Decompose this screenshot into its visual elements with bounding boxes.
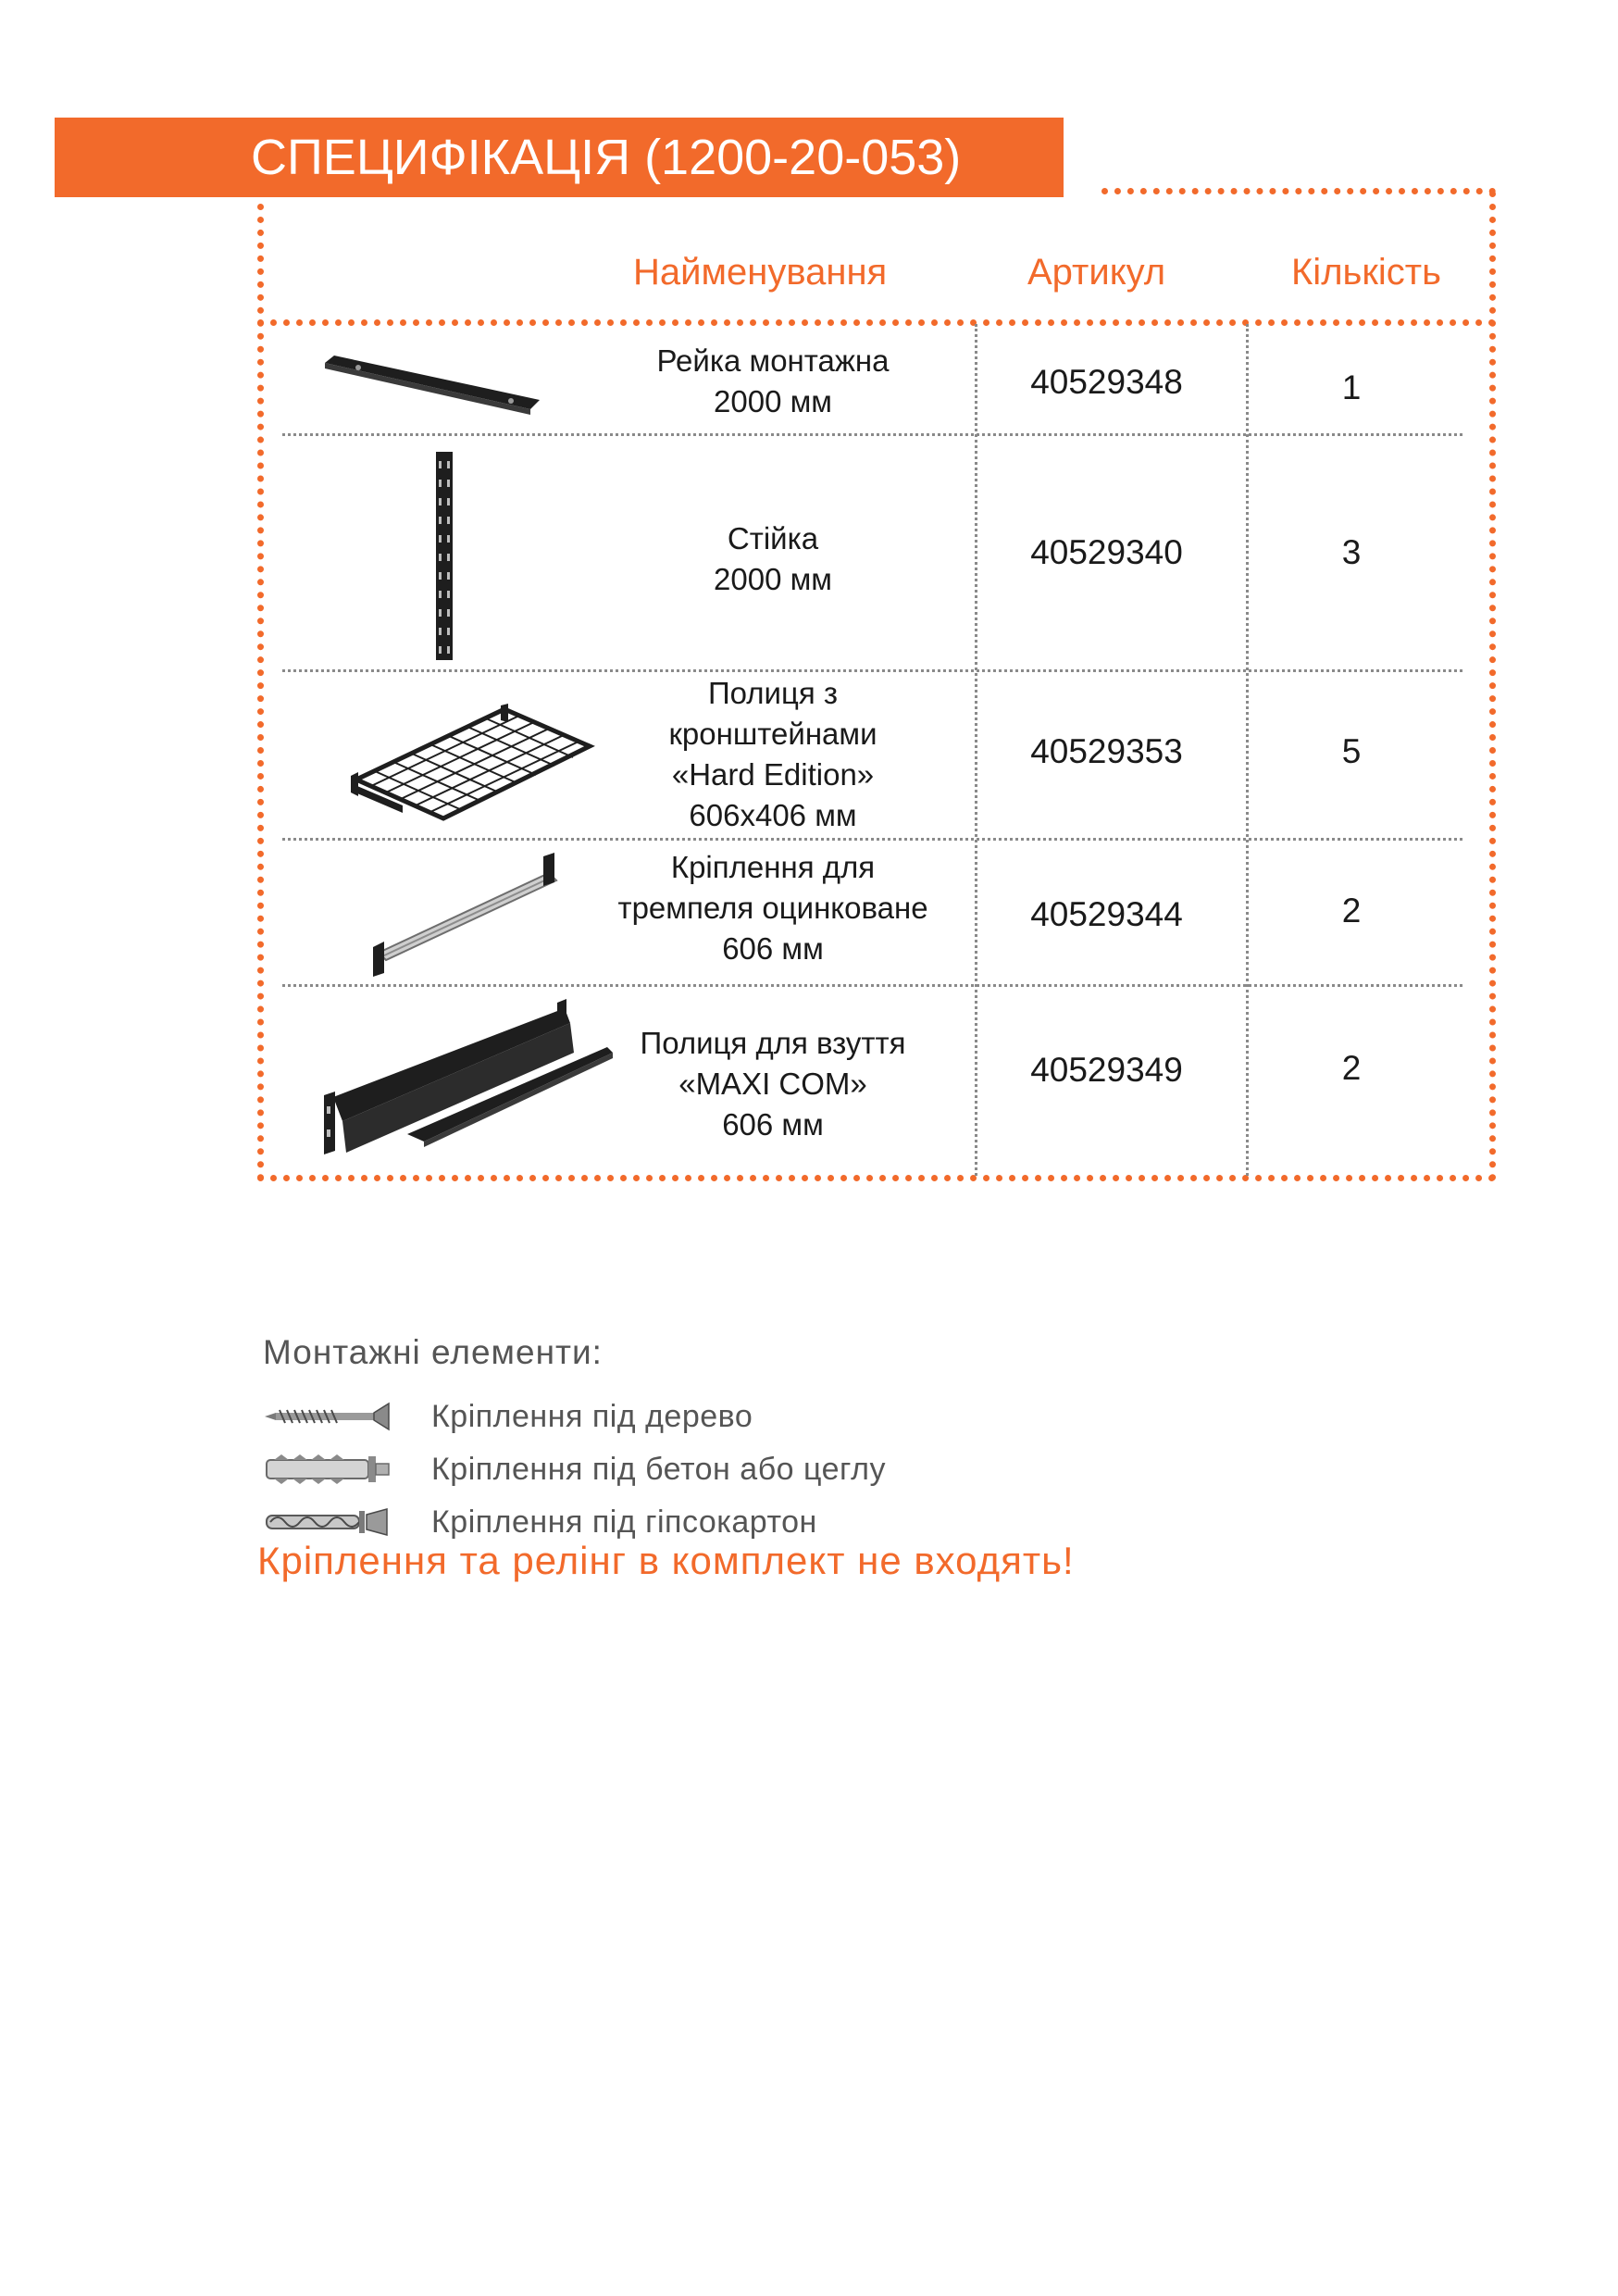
item-name	[583, 341, 963, 422]
item-article: 40529348	[1030, 363, 1183, 401]
table-row	[264, 671, 1467, 838]
item-quantity: 1	[1341, 368, 1362, 406]
mounting-item-label: Кріплення під дерево	[431, 1398, 753, 1434]
column-header-name: Найменування	[633, 252, 888, 293]
item-name-line: Стійка	[727, 521, 819, 555]
item-name	[583, 1023, 963, 1145]
item-quantity: 2	[1341, 892, 1362, 930]
item-name-line: Рейка монтажна	[656, 343, 890, 378]
warning-note: Кріплення та релінг в комплект не входять!	[257, 1539, 1075, 1582]
item-name	[583, 518, 963, 600]
item-quantity: 3	[1341, 533, 1362, 571]
table-row	[264, 840, 1467, 984]
wood-screw-icon	[263, 1398, 392, 1435]
item-name-line: 2000 мм	[714, 562, 832, 596]
item-name-line: 2000 мм	[714, 384, 832, 418]
frame-top-border	[1101, 188, 1496, 194]
mounting-item	[263, 1504, 817, 1541]
item-article: 40529349	[1030, 1051, 1183, 1089]
wire-shelf-icon	[347, 694, 597, 824]
concrete-anchor-icon	[263, 1451, 392, 1488]
mounting-elements	[263, 1333, 1374, 1540]
item-quantity: 5	[1341, 732, 1362, 770]
mounting-item	[263, 1451, 887, 1488]
mounting-title: Монтажні елементи:	[263, 1333, 603, 1371]
item-name	[583, 847, 963, 969]
mounting-item	[263, 1398, 753, 1435]
column-header-article: Артикул	[1027, 252, 1166, 293]
title-bar	[55, 118, 1064, 197]
item-name-line: «Hard Edition»	[671, 757, 875, 792]
column-header-quantity: Кількість	[1291, 252, 1441, 293]
mounting-rail-icon	[321, 343, 543, 417]
page-title: СПЕЦИФІКАЦІЯ (1200-20-053)	[251, 130, 962, 185]
mounting-item-label: Кріплення під бетон або цеглу	[431, 1451, 887, 1487]
mounting-item-label: Кріплення під гіпсокартон	[431, 1504, 817, 1540]
item-name-line: 606х406 мм	[689, 798, 857, 832]
shoe-shelf-icon	[315, 995, 629, 1162]
item-article: 40529344	[1030, 895, 1183, 933]
item-name-line: Полиця для взуття	[640, 1026, 906, 1060]
upright-icon	[430, 452, 458, 660]
table-row	[264, 324, 1467, 433]
item-name	[583, 673, 963, 836]
item-quantity: 2	[1341, 1049, 1362, 1087]
item-name-line: 606 мм	[722, 1107, 824, 1142]
table-row	[264, 986, 1467, 1176]
item-name-line: Кріплення для	[670, 850, 876, 884]
item-name-line: 606 мм	[722, 931, 824, 966]
drywall-anchor-icon	[263, 1504, 392, 1541]
item-name-line: Полиця з	[707, 676, 839, 710]
item-name-line: «MAXI COM»	[678, 1067, 867, 1101]
item-article: 40529340	[1030, 533, 1183, 571]
item-article: 40529353	[1030, 732, 1183, 770]
hanger-rail-icon	[366, 851, 569, 980]
item-name-line: тремпеля оцинковане	[617, 891, 928, 925]
item-name-line: кронштейнами	[668, 717, 877, 751]
table-row	[264, 435, 1467, 669]
